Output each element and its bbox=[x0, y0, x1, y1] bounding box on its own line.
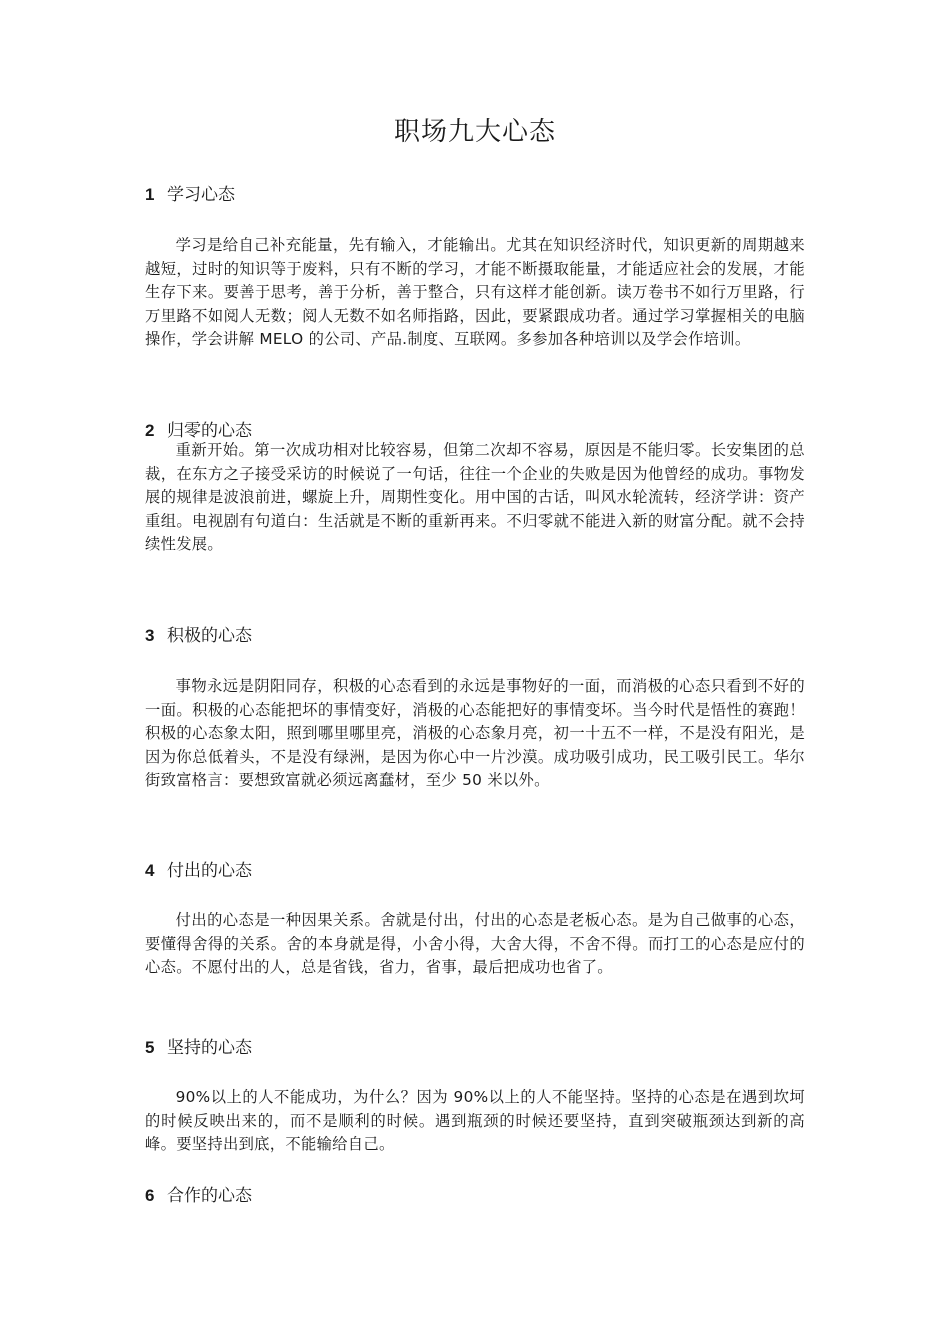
section-number: 3 bbox=[145, 626, 155, 645]
section-number: 2 bbox=[145, 421, 155, 440]
section-number: 5 bbox=[145, 1038, 155, 1057]
section-heading-4 bbox=[145, 858, 252, 884]
section-paragraph-1: 学习是给自己补充能量，先有输入，才能输出。尤其在知识经济时代，知识更新的周期越来越短，过时的知识等于废料，只有不断的学习，才能不断摄取能量，才能适应社会的发展，才能生存下来。要善于思考，善于分析，善于整合，只有这样才能创新。读万卷书不如行万里路，行万里路不如阅人无数；阅人无数不如名师指路，因此，要紧跟成功者。通过学习掌握相关的电脑操作，学会讲解 MELO 的公司、产品.制度、互联网。多参加各种培训以及学会作培训。 bbox=[145, 236, 805, 348]
section-number: 1 bbox=[145, 185, 155, 204]
section-heading-6 bbox=[145, 1183, 252, 1209]
section-number: 4 bbox=[145, 861, 155, 880]
section-title: 坚持的心态 bbox=[167, 1038, 252, 1058]
section-paragraph-3: 事物永远是阴阳同存，积极的心态看到的永远是事物好的一面，而消极的心态只看到不好的一面。积极的心态能把坏的事情变好，消极的心态能把好的事情变坏。当今时代是悟性的赛跑！积极的心态象太阳，照到哪里哪里亮，消极的心态象月亮，初一十五不一样，不是没有阳光，是因为你总低着头，不是没有绿洲，是因为你心中一片沙漠。成功吸引成功，民工吸引民工。华尔街致富格言：要想致富就必须远离蠢材，至少 50 米以外。 bbox=[145, 677, 805, 789]
section-paragraph-5: 90%以上的人不能成功，为什么？因为 90%以上的人不能坚持。坚持的心态是在遇到坎坷的时候反映出来的，而不是顺利的时候。遇到瓶颈的时候还要坚持，直到突破瓶颈达到新的高峰。要坚持出到底，不能输给自己。 bbox=[145, 1088, 805, 1153]
section-heading-1 bbox=[145, 182, 235, 208]
section-title: 合作的心态 bbox=[167, 1186, 252, 1206]
section-heading-3 bbox=[145, 623, 252, 649]
section-paragraph-4: 付出的心态是一种因果关系。舍就是付出，付出的心态是老板心态。是为自己做事的心态，要懂得舍得的关系。舍的本身就是得，小舍小得，大舍大得，不舍不得。而打工的心态是应付的心态。不愿付出的人，总是省钱，省力，省事，最后把成功也省了。 bbox=[145, 911, 805, 976]
section-title: 学习心态 bbox=[167, 185, 235, 205]
section-title: 积极的心态 bbox=[167, 626, 252, 646]
section-heading-5 bbox=[145, 1035, 252, 1061]
section-title: 付出的心态 bbox=[167, 861, 252, 881]
section-number: 6 bbox=[145, 1186, 155, 1205]
section-title: 归零的心态 bbox=[167, 421, 252, 441]
section-paragraph-2: 重新开始。第一次成功相对比较容易，但第二次却不容易，原因是不能归零。长安集团的总裁，在东方之子接受采访的时候说了一句话，往往一个企业的失败是因为他曾经的成功。事物发展的规律是波浪前进，螺旋上升，周期性变化。用中国的古话，叫风水轮流转，经济学讲：资产重组。电视剧有句道白：生活就是不断的重新再来。不归零就不能进入新的财富分配。就不会持续性发展。 bbox=[145, 441, 805, 553]
document-title: 职场九大心态 bbox=[393, 117, 556, 147]
